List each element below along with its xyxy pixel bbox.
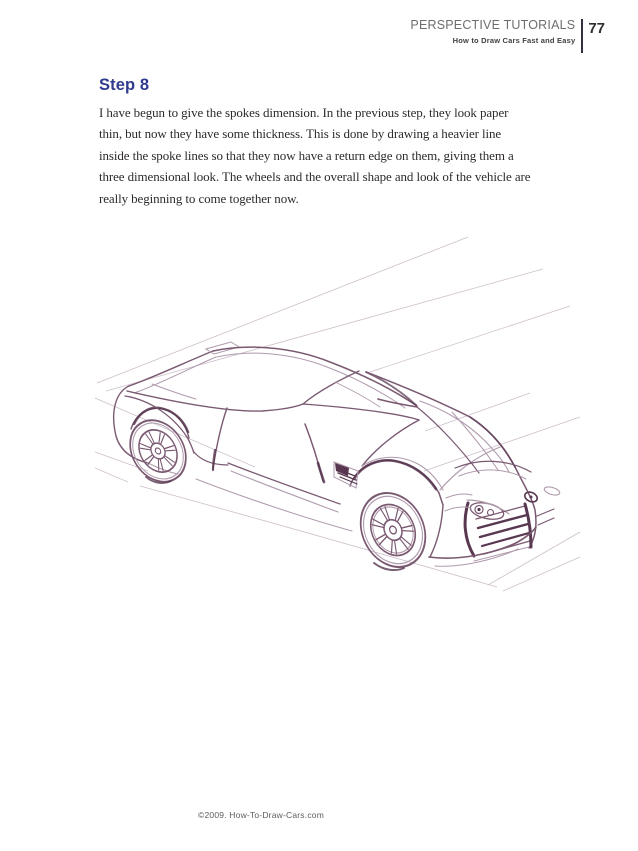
rear-wheel: [119, 410, 197, 493]
step-heading: Step 8: [99, 76, 150, 94]
rear-tire: [119, 410, 197, 493]
page-number: 77: [588, 20, 605, 37]
footer-copyright: ©2009. How-To-Draw-Cars.com: [198, 810, 324, 820]
front-wheel: [348, 482, 437, 578]
paragraph-line: really beginning to come together now.: [99, 190, 299, 206]
side-vent: [334, 462, 358, 488]
rear-rim: [131, 423, 185, 480]
paragraph-line: thin, but now they have some thickness. This is done by drawing a heavier line: [99, 126, 502, 142]
book-subtitle: How to Draw Cars Fast and Easy: [452, 35, 576, 45]
headlight-right: [543, 485, 560, 496]
paragraph-line: inside the spoke lines so that they now have a return edge on them, giving them a: [99, 147, 514, 163]
book-title: PERSPECTIVE TUTORIALS: [410, 18, 576, 32]
paragraph-line: I have begun to give the spokes dimension. In the previous step, they look paper: [99, 105, 509, 120]
front-bumper: [429, 527, 536, 558]
paragraph-line: three dimensional look. The wheels and the overall shape and look of the vehicle are: [99, 169, 531, 185]
